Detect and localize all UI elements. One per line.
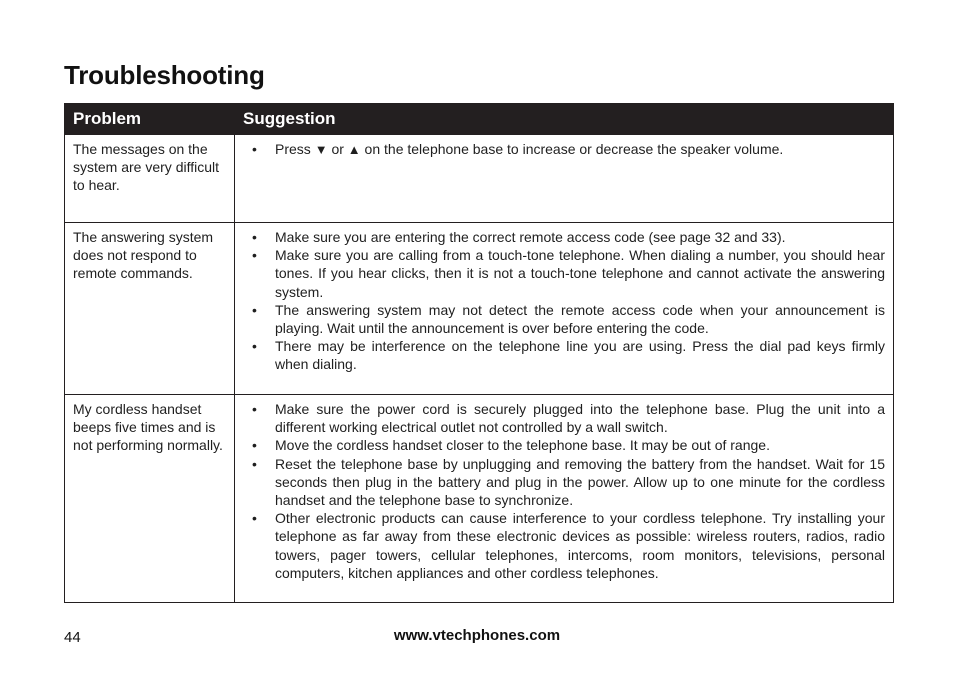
suggestion-cell: [235, 135, 894, 223]
list-item: • The answering system may not detect the remote access code when your announcement is playing. Wait until the announcement is over before entering the code.: [243, 301, 885, 337]
suggestion-list: [243, 140, 885, 159]
list-item: • Make sure the power cord is securely plugged into the telephone base. Plug the unit into a different working electrical outlet not controlled by a wall switch.: [243, 400, 885, 436]
suggestion-list: [243, 228, 885, 374]
problem-cell: [65, 395, 235, 603]
suggestion-cell: [235, 223, 894, 395]
list-item: • There may be interference on the telephone line you are using. Press the dial pad keys firmly when dialing.: [243, 337, 885, 373]
problem-text: My cordless handset beeps five times and is not performing normally.: [73, 401, 223, 454]
suggestion-text: on the telephone base to increase or decrease the speaker volume.: [360, 141, 784, 157]
list-item: • Make sure you are entering the correct remote access code (see page 32 and 33).: [243, 228, 885, 246]
suggestion-text: Press: [275, 141, 315, 157]
problem-text: The answering system does not respond to remote commands.: [73, 229, 214, 282]
troubleshooting-table: [64, 103, 894, 603]
list-item: • Move the cordless handset closer to the telephone base. It may be out of range.: [243, 436, 885, 454]
table-header-row: [65, 104, 894, 135]
table-row: [65, 223, 894, 395]
up-arrow-icon: ▲: [347, 142, 361, 157]
list-item: • Make sure you are calling from a touch-tone telephone. When dialing a number, you should hear tones. If you hear clicks, then it is not a touch-tone telephone and cannot activate the answering system.: [243, 246, 885, 301]
list-item: • Reset the telephone base by unplugging and removing the battery from the handset. Wait for 15 seconds then plug in the battery and plug in the power. Allow up to one minute for the cordless handset and the telephone base to synchronize.: [243, 455, 885, 510]
problem-text: The messages on the system are very difficult to hear.: [73, 141, 220, 194]
footer-url: www.vtechphones.com: [393, 627, 561, 644]
header-problem: Problem: [65, 104, 235, 135]
down-arrow-icon: ▼: [314, 142, 328, 157]
problem-cell: [65, 223, 235, 395]
table-row: [65, 395, 894, 603]
page-title: Troubleshooting: [64, 60, 265, 90]
table-row: [65, 135, 894, 223]
problem-cell: [65, 135, 235, 223]
suggestion-list: [243, 400, 885, 582]
suggestion-cell: [235, 395, 894, 603]
page-number: 44: [64, 629, 81, 646]
header-suggestion: Suggestion: [235, 104, 894, 135]
list-item: [243, 140, 885, 159]
suggestion-text: or: [327, 141, 348, 157]
list-item: • Other electronic products can cause interference to your cordless telephone. Try installing your telephone as far away from these electronic devices as possible: wireless routers, radios, radio towers, pager towers, cellular telephones, intercoms, room monitors, televisions, personal computers, kitchen appliances and other cordless telephones.: [243, 509, 885, 582]
